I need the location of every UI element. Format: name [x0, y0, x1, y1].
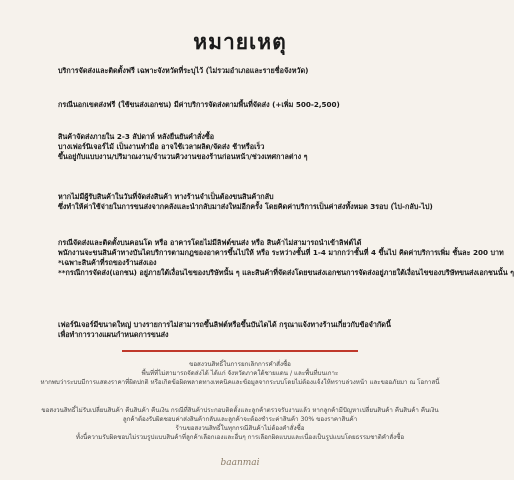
note-no-receiver: หากไม่มีผู้รับสินค้าในวันที่จัดส่งสินค้า ทางร้านจำเป็นต้องขนสินค้ากลับ ซึ่งทำให้ค่าใช้จ่ายในการขนส่งจากคลังและนำกลับมาส่งใหม่อีกครั้ง โดยคิดค่าบริการเป็นค่าส่งทั้งหมด 3รอบ (ไป-กลับ-ไป): [58, 192, 433, 211]
note-condo-delivery: กรณีจัดส่งและติดตั้งบนคอนโด หรือ อาคารโดยไม่มีลิฟต์ขนส่ง หรือ สินค้าไม่สามารถนำเข้าลิฟต์ได้ พนักงานจะขนสินค้าทางบันไดบริการตามกฎของอาคารขึ้นไปให้ หรือ ระหว่างชั้นที่ 1-4 มากกว่าชั้นที่ 4 ขึ้นไป คิดค่าบริการเพิ่ม ชั้นละ 200 บาท *เฉพาะสินค้าที่รถของร้านส่งเอง **กรณีการจัดส่ง(เอกชน) อยู่ภายใต้เงื่อนไขของบริษัทนั้น ๆ และสินค้าที่จัดส่งโดยขนส่งเอกชนการจัดส่งอยู่ภายใต้เงื่อนไขของบริษัทขนส่งเอกชนนั้น ๆ: [58, 238, 514, 277]
footer-return-policy: ขอสงวนสิทธิ์ไม่รับเปลี่ยนสินค้า คืนสินค้า คืนเงิน กรณีที่สินค้าประกอบติดตั้งและลูกค้าตรวจรับงานแล้ว หากลูกค้ามีปัญหาเปลี่ยนสินค้า คืนสินค้า คืนเงิน ลูกค้าต้องรับผิดชอบค่าส่งสินค้ากลับและลูกค้าจะต้องชำระค่าสินค้า 30% ของราคาสินค้า ร้านขอสงวนสิทธิ์ในทุกกรณีสินค้าไม่ต้องคำสั่งซื้อ ทั้งนี้ความรับผิดชอบไม่รวมรูปแบบสินค้าที่ลูกค้าเลือกเองและอื่นๆ การเลือกผิดแบบและเนื่องเป็นรูปแบบโดยธรรมชาติคำสั่งซื้อ: [41, 407, 439, 441]
note-large-furniture: เฟอร์นิเจอร์มีขนาดใหญ่ บางรายการไม่สามารถขึ้นลิฟต์หรือขึ้นบันไดได้ กรุณาแจ้งทางร้านเกี่ยวกับข้อจำกัดนี้ เพื่อทำการวางแผนกำหนดการขนส่ง: [58, 320, 391, 339]
note-out-of-area: กรณีนอกเขตส่งฟรี (ใช้ขนส่งเอกชน) มีค่าบริการจัดส่งตามพื้นที่จัดส่ง (+เพิ่ม 500-2,500): [58, 100, 340, 109]
footer-cancellation: ขอสงวนสิทธิ์ในการยกเลิกการคำสั่งซื้อ พื้นที่ที่ไม่สามารถจัดส่งได้ ได้แก่ จังหวัดภาคใต้ชายแดน / และพื้นที่บนเกาะ หากพบว่าระบบมีการแสดงราคาที่ผิดปกติ หรือเกิดข้อผิดพลาดทางเทคนิคและข้อมูลจากระบบโดยไม่ต้องแจ้งให้ทราบล่วงหน้า และขออภัยมา ณ โอกาสนี้: [40, 361, 440, 386]
brand-logo: baanmai: [220, 458, 260, 468]
section-divider: [122, 350, 358, 352]
note-delivery-time: สินค้าจัดส่งภายใน 2-3 สัปดาห์ หลังยืนยันคำสั่งซื้อ บางเฟอร์นิเจอร์ไม้ เป็นงานทำมือ อาจใช้เวลาผลิต/จัดส่ง ช้าหรือเร็ว ขึ้นอยู่กับแบบงาน/ปริมาณงาน/จำนวนคิวงานของร้านก่อนหน้า/ช่วงเทศกาลต่าง ๆ: [58, 132, 308, 161]
note-shipping-free: บริการจัดส่งและติดตั้งฟรี เฉพาะจังหวัดที่ระบุไว้ (ไม่รวมอำเภอและรายชื่อจังหวัด): [58, 66, 309, 75]
page-title: หมายเหตุ: [193, 30, 287, 54]
